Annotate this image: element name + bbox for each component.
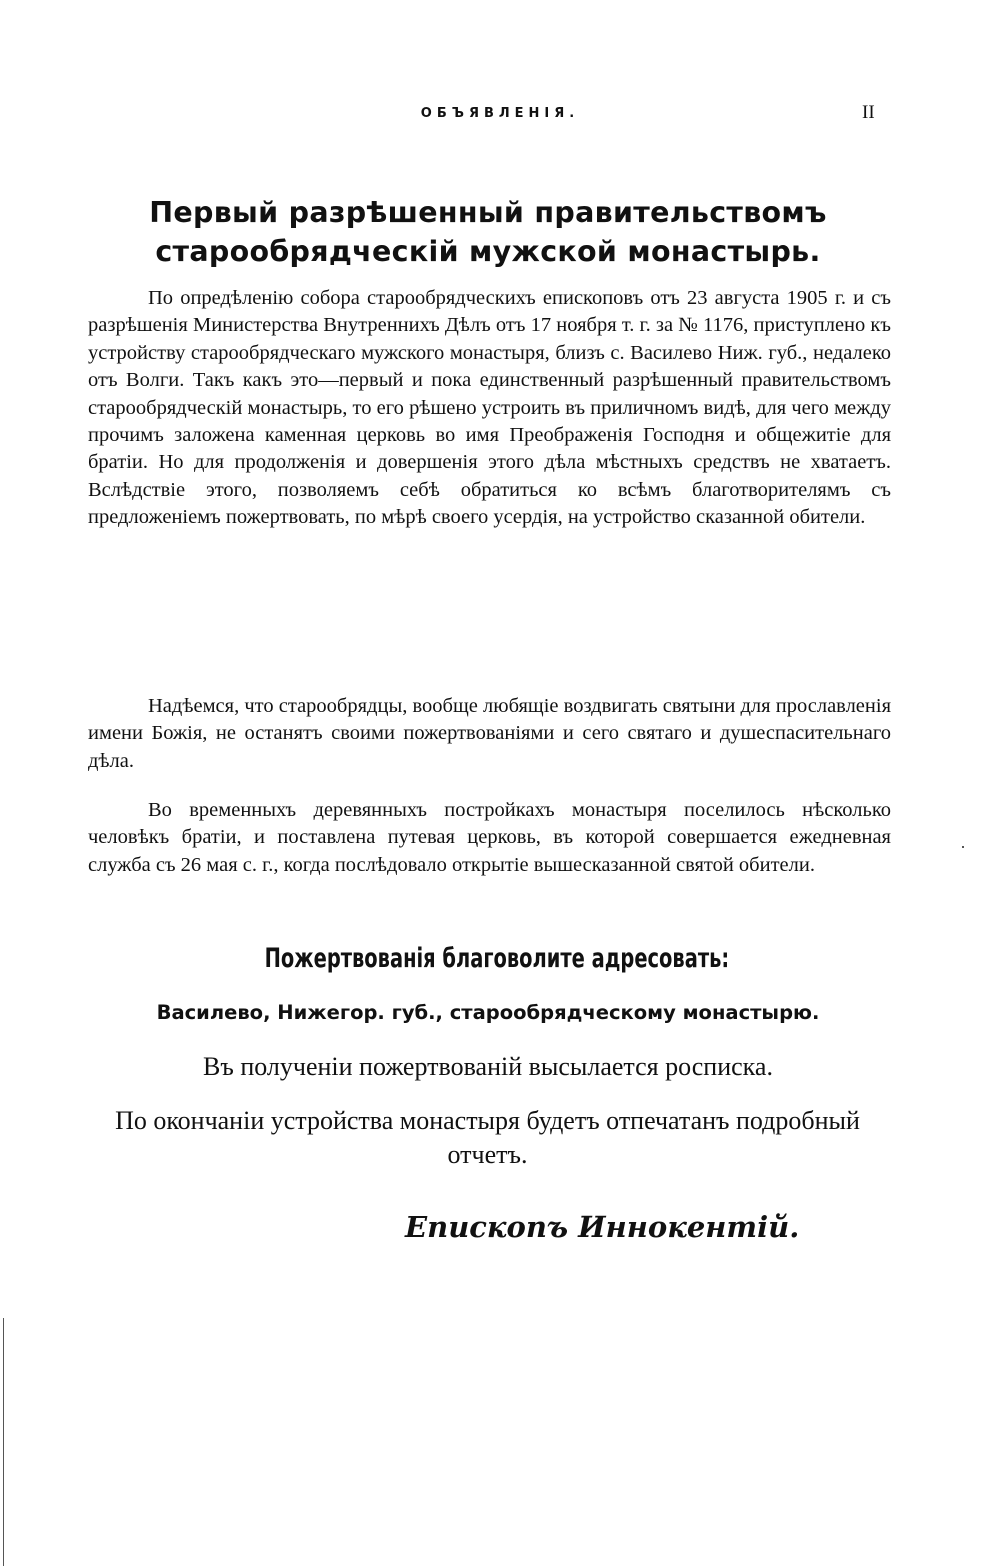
signature: Епископъ Иннокентiй. <box>405 1210 800 1244</box>
page-number: II <box>862 102 875 123</box>
paragraph-status: Во временныхъ деревянныхъ постройкахъ монастыря поселилось нѣсколько человѣкъ братiи, и поставлена путевая церковь, въ которой совершается ежедневная служба съ 26 мая с. г., когда послѣдовало открытiе вышесказанной святой обители. <box>88 799 891 876</box>
scan-margin-line <box>3 1318 4 1566</box>
report-note: По окончанiи устройства монастыря будетъ отпечатанъ подробный отчетъ. <box>115 1106 860 1169</box>
donations-heading: Пожертвованiя благоволите адресовать: <box>264 943 730 974</box>
paragraph-appeal: Надѣемся, что старообрядцы, вообще любящiе воздвигать святыни для прославленiя имени Божiя, не останятъ своими пожертвованiями и сего святаго и душеспасительнаго дѣла. <box>88 695 891 772</box>
receipt-note: Въ полученiи пожертвованiй высылается росписка. <box>203 1052 773 1081</box>
donation-address: Василево, Нижегор. губ., старообрядческому монастырю. <box>156 1001 820 1024</box>
paragraph-founding: По опредѣленiю собора старообрядческихъ епископовъ отъ 23 августа 1905 г. и съ разрѣшенiя Министерства Внутреннихъ Дѣлъ отъ 17 ноября т. г. за № 1176, приступлено къ устройству старообрядческаго мужского монастыря, близъ с. Василево Ниж. губ., недалеко отъ Волги. Такъ какъ это—первый и пока единственный разрѣшенный правительствомъ старообрядческiй монастырь, то его рѣшено устроить въ приличномъ видѣ, для чего между прочимъ заложена каменная церковь во имя Преображенiя Господня и общежитiе для братiи. Но для продолженiя и довершенiя этого дѣла мѣстныхъ средствъ не хватаетъ. Вслѣдствiе этого, позволяемъ себѣ обратиться ко всѣмъ благотворителямъ съ предложенiемъ пожертвовать, по мѣрѣ своего усердiя, на устройство сказанной обители. <box>88 287 891 529</box>
announcement-title: Первый разрѣшенный правительствомъ старообрядческiй мужской монастырь. <box>149 196 827 268</box>
running-title: ОБЪЯВЛЕНIЯ. <box>420 106 580 121</box>
scan-speck <box>962 846 964 848</box>
